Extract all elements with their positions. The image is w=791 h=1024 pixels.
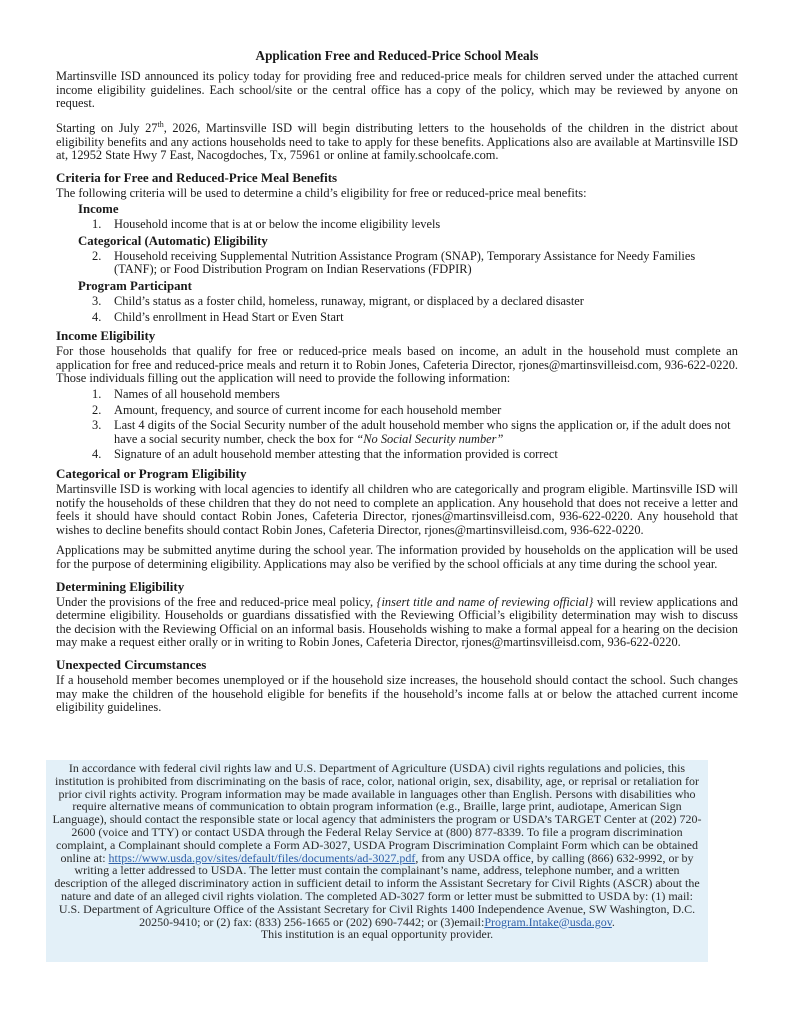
unexpected-heading: Unexpected Circumstances: [56, 656, 207, 672]
criteria-list-categorical: [56, 250, 738, 277]
criteria-subhead-categorical: Categorical (Automatic) Eligibility: [78, 233, 268, 248]
income-eligibility-heading: Income Eligibility: [56, 328, 156, 344]
list-item: [56, 250, 738, 277]
list-text: Child’s status as a foster child, homeless, runaway, migrant, or displaced by a declared disaster: [114, 294, 584, 309]
categorical-body: Martinsville ISD is working with local agencies to identify all children who are categorically and program eligible. Martinsville ISD will notify the households of these children that they do not need to complete an application. Any household that does not receive a letter and feels it should have should contact Robin Jones, Cafeteria Director, rjones@martinsvilleisd.com, 936-622-0220. Any household that wishes to decline benefits should contact Robin Jones, Cafeteria Director, rjones@martinsvilleisd.com, 936-622-0220.: [56, 482, 738, 537]
distribution-paragraph: [56, 118, 738, 163]
list-number: 2.: [92, 248, 102, 263]
list-number: 3.: [92, 294, 102, 309]
nondiscrimination-notice: [46, 760, 708, 962]
list-number: 2.: [92, 402, 102, 417]
placeholder-italic: {insert title and name of reviewing official}: [376, 594, 594, 609]
criteria-heading: Criteria for Free and Reduced-Price Meal Benefits: [56, 169, 338, 185]
distribution-text-a: Starting on July 27: [56, 120, 158, 135]
list-text-italic: “No Social Security number”: [356, 431, 504, 446]
list-text: Last 4 digits of the Social Security number of the adult household member who signs the application or, if the adult does not have a social security number, check the box for: [114, 418, 731, 446]
criteria-list-program: [56, 295, 738, 324]
list-item: [56, 295, 738, 309]
list-number: 4.: [92, 309, 102, 324]
criteria-lead: The following criteria will be used to determine a child’s eligibility for free or reduced-price meal benefits:: [56, 185, 587, 200]
determining-body: [56, 596, 738, 650]
determining-heading: Determining Eligibility: [56, 578, 185, 594]
income-eligibility-list: [56, 388, 738, 462]
criteria-subhead-program: Program Participant: [78, 279, 192, 294]
notice-text-a: In accordance with federal civil rights law and U.S. Department of Agriculture (USDA) civil rights regulations and policies, this institution is prohibited from discriminating on the basis of race, color, national origin, sex, disability, age, or reprisal or retaliation for prior civil rights activity. Program information may be made available in languages other than English. Persons with disabilities who require alternative means of communication to obtain program information (e.g., Braille, large print, audiotape, American Sign Language), should contact the responsible state or local agency that administers the program or USDA’s TARGET Center at (202) 720-2600 (voice and TTY) or contact USDA through the Federal Relay Service at (800) 877-8339. To file a program discrimination complaint, a Complainant should complete a Form AD-3027, USDA Program Discrimination Complaint Form which can be obtained online at:: [52, 761, 702, 865]
list-item: [56, 311, 738, 325]
document-title: Application Free and Reduced-Price School Meals: [255, 48, 539, 63]
income-eligibility-body: For those households that qualify for free or reduced-price meals based on income, an adult in the household must complete an application for free and reduced-price meals and return it to Robin Jones, Cafeteria Director, rjones@martinsvilleisd.com, 936-622-0220. Those individuals filling out the application will need to provide the following information:: [56, 344, 738, 386]
notice-text-b: , from any USDA office, by calling (866) 632-9992, or by writing a letter addressed to USDA. The letter must contain the complainant’s name, address, telephone number, and a written description of the alleged discriminatory action in sufficient detail to inform the Assistant Secretary for Civil Rights (ASCR) about the nature and date of an alleged civil rights violation. The completed AD-3027 form or letter must be submitted to USDA by: (1) mail: U.S. Department of Agriculture Office of the Assistant Secretary for Civil Rights 1400 Independence Avenue, SW Washington, D.C. 20250-9410; or (2) fax: (833) 256-1665 or (202) 690-7442; or (3)email:: [54, 850, 700, 929]
categorical-heading: Categorical or Program Eligibility: [56, 466, 247, 481]
list-item: [56, 448, 738, 462]
list-number: 3.: [92, 418, 102, 433]
notice-text-c: .: [611, 914, 615, 929]
list-number: 1.: [92, 217, 102, 232]
determining-text-b: will review applications and determine eligibility. Households or guardians dissatisfied with the Reviewing Official’s eligibility determination may wish to discuss the decision with the Reviewing Official on an informal basis. Households wishing to make a formal appeal for a hearing on the decision may make a request either orally or in writing to Robin Jones, Cafeteria Director, rjones@martinsvilleisd.com, 936-622-0220.: [56, 594, 739, 650]
list-text: Names of all household members: [114, 387, 280, 402]
equal-opportunity-statement: This institution is an equal opportunity provider.: [260, 927, 494, 942]
ordinal-suffix: th: [157, 119, 164, 129]
list-item: [56, 404, 738, 418]
list-number: 1.: [92, 387, 102, 402]
applications-paragraph: Applications may be submitted anytime during the school year. The information provided by households on the application will be used for the purpose of determining eligibility. Applications may also be verified by the school officials at any time during the school year.: [56, 543, 738, 571]
list-text: Signature of an adult household member attesting that the information provided is correct: [114, 447, 558, 462]
ad-3027-link[interactable]: https://www.usda.gov/sites/default/files/documents/ad-3027.pdf: [108, 850, 416, 865]
unexpected-body: If a household member becomes unemployed or if the household size increases, the household should contact the school. Such changes may make the children of the household eligible for benefits if the household’s income falls at or below the attached current income eligibility guidelines.: [56, 672, 738, 715]
determining-text-a: Under the provisions of the free and reduced-price meal policy,: [56, 594, 377, 609]
intro-paragraph: Martinsville ISD announced its policy today for providing free and reduced-price meals for children served under the attached current income eligibility guidelines. Each school/site or the central office has a copy of the policy, which may be reviewed by anyone on request.: [56, 69, 738, 111]
list-text: Amount, frequency, and source of current income for each household member: [114, 402, 502, 417]
criteria-subhead-income: Income: [78, 202, 119, 217]
list-item: [56, 388, 738, 402]
list-item: [56, 218, 738, 232]
criteria-list-income: [56, 218, 738, 232]
list-text: Household receiving Supplemental Nutrition Assistance Program (SNAP), Temporary Assistance for Needy Families (TANF); or Food Distribution Program on Indian Reservations (FDPIR): [114, 248, 696, 277]
program-intake-email-link[interactable]: Program.Intake@usda.gov: [484, 914, 612, 929]
document-page: [56, 48, 738, 715]
list-item: [56, 419, 738, 446]
list-number: 4.: [92, 447, 102, 462]
list-text: Child’s enrollment in Head Start or Even Start: [114, 309, 344, 324]
distribution-text-b: , 2026, Martinsville ISD will begin distributing letters to the households of the children in the district about eligibility benefits and any actions households need to take to apply for these benefits. Applications also are available at Martinsville ISD at, 12952 State Hwy 7 East, Nacogdoches, Tx, 75961 or online at family.schoolcafe.com.: [56, 120, 738, 163]
list-text: Household income that is at or below the income eligibility levels: [114, 217, 441, 232]
